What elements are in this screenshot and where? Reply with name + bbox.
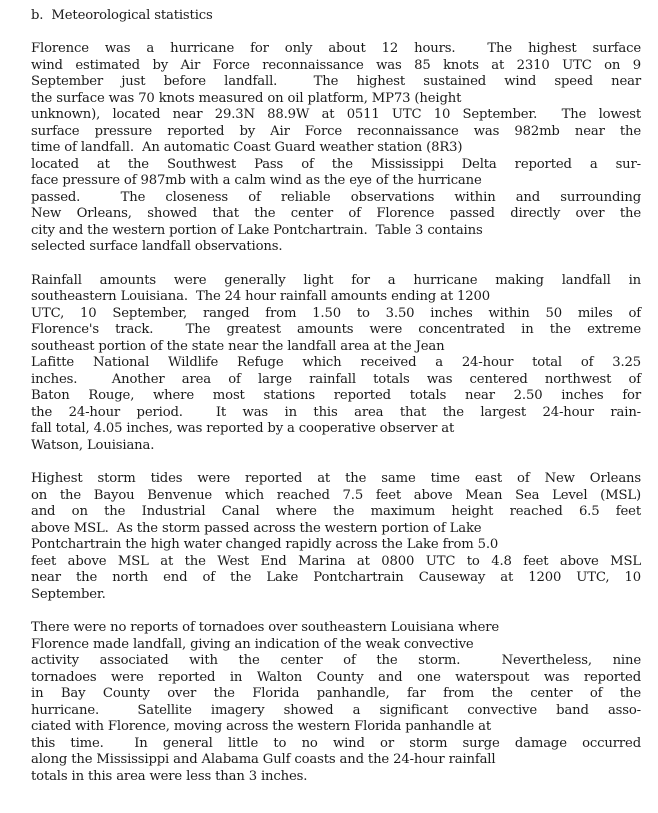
text-line: in Bay County over the Florida panhandle, far from the center of the	[31, 686, 641, 701]
text-line: and on the Industrial Canal where the maximum height reached 6.5 feet	[31, 504, 641, 519]
text-line: inches. Another area of large rainfall totals was centered northwest of	[31, 371, 641, 387]
text-line: on the Bayou Benvenue which reached 7.5 feet above Mean Sea Level (MSL)	[31, 487, 641, 503]
text-line: this time. In general little to no wind or storm surge damage occurred	[31, 735, 641, 751]
text-line: the 24-hour period. It was in this area that the largest 24-hour rain-	[31, 404, 641, 420]
document-page	[31, 6, 641, 785]
text-line: Lafitte National Wildlife Refuge which received a 24-hour total of 3.25	[31, 355, 641, 370]
text-line: selected surface landfall observations.	[31, 239, 283, 254]
text-line: unknown), located near 29.3N 88.9W at 0511 UTC 10 September. The lowest	[31, 107, 641, 122]
paragraph-wind-pressure	[31, 41, 641, 256]
text-line: Watson, Louisiana.	[31, 437, 155, 453]
text-line: tornadoes were reported in Walton County and one waterspout was reported	[31, 669, 641, 685]
text-line: feet above MSL at the West End Marina at 0800 UTC to 4.8 feet above MSL	[31, 553, 641, 569]
paragraph-tornadoes	[31, 620, 641, 785]
paragraph-storm-tides	[31, 471, 641, 603]
text-line: ciated with Florence, moving across the western Florida panhandle at	[31, 719, 491, 734]
text-line: southeastern Louisiana. The 24 hour rainfall amounts ending at 1200	[31, 289, 490, 304]
text-line: wind estimated by Air Force reconnaissance was 85 knots at 2310 UTC on 9	[31, 57, 641, 73]
text-line: Florence was a hurricane for only about 12 hours. The highest surface	[31, 41, 641, 56]
text-line: located at the Southwest Pass of the Mississippi Delta reported a sur-	[31, 156, 641, 172]
text-line: Rainfall amounts were generally light for a hurricane making landfall in	[31, 272, 641, 288]
spacer	[31, 603, 641, 620]
text-line: near the north end of the Lake Pontchartrain Causeway at 1200 UTC, 10	[31, 570, 641, 585]
text-line: surface pressure reported by Air Force reconnaissance was 982mb near the	[31, 123, 641, 139]
text-line: southeast portion of the state near the landfall area at the Jean	[31, 338, 445, 354]
text-line: UTC, 10 September, ranged from 1.50 to 3.50 inches within 50 miles of	[31, 305, 641, 321]
text-line: fall total, 4.05 inches, was reported by a cooperative observer at	[31, 421, 455, 436]
text-line: along the Mississippi and Alabama Gulf coasts and the 24-hour rainfall	[31, 752, 496, 767]
text-line: city and the western portion of Lake Pontchartrain. Table 3 contains	[31, 222, 483, 238]
text-line: September just before landfall. The highest sustained wind speed near	[31, 74, 641, 89]
text-line: activity associated with the center of the storm. Nevertheless, nine	[31, 653, 641, 668]
text-line: time of landfall. An automatic Coast Guard weather station (8R3)	[31, 140, 463, 155]
paragraph-rainfall	[31, 273, 641, 455]
text-line: passed. The closeness of reliable observations within and surrounding	[31, 189, 641, 205]
spacer	[31, 25, 641, 41]
spacer	[31, 454, 641, 471]
text-line: There were no reports of tornadoes over southeastern Louisiana where	[31, 620, 500, 635]
text-line: face pressure of 987mb with a calm wind as the eye of the hurricane	[31, 173, 482, 188]
text-line: above MSL. As the storm passed across the western portion of Lake	[31, 520, 482, 536]
text-line: September.	[31, 586, 106, 602]
text-line: Florence's track. The greatest amounts were concentrated in the extreme	[31, 322, 641, 337]
text-line: hurricane. Satellite imagery showed a significant convective band asso-	[31, 702, 641, 718]
text-line: Baton Rouge, where most stations reported totals near 2.50 inches for	[31, 388, 641, 403]
text-line: Highest storm tides were reported at the same time east of New Orleans	[31, 471, 641, 486]
text-line: Florence made landfall, giving an indication of the weak convective	[31, 636, 474, 652]
text-line: Pontchartrain the high water changed rapidly across the Lake from 5.0	[31, 537, 499, 552]
text-line: the surface was 70 knots measured on oil platform, MP73 (height	[31, 90, 462, 106]
text-line: New Orleans, showed that the center of Florence passed directly over the	[31, 206, 641, 221]
section-heading: b. Meteorological statistics	[31, 8, 213, 23]
spacer	[31, 256, 641, 273]
text-line: totals in this area were less than 3 inches.	[31, 768, 308, 784]
